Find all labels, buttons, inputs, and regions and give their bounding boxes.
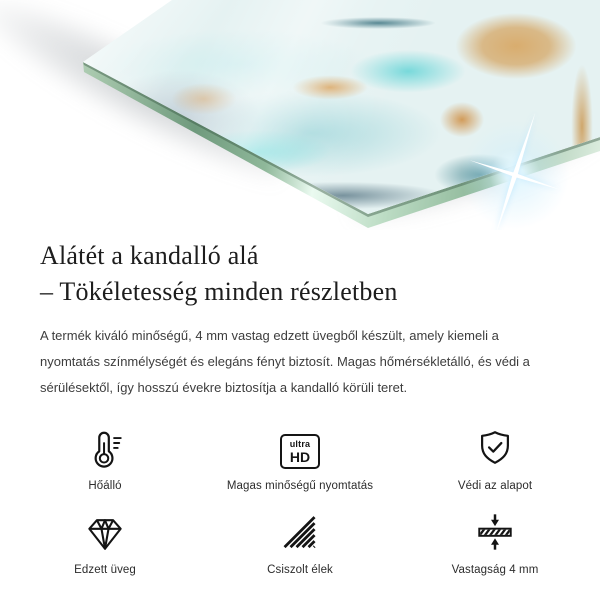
feature-ultra-hd-print [170, 425, 430, 492]
ultra-hd-icon [280, 425, 320, 469]
page-title-line1: Alátét a kandalló alá [40, 241, 259, 270]
polished-edges-icon [280, 509, 320, 553]
shield-check-icon [474, 425, 516, 469]
ultra-hd-badge: ultra HD [280, 434, 320, 469]
product-copy [0, 230, 600, 576]
feature-label: Edzett üveg [74, 564, 136, 576]
feature-heat-resistant [40, 425, 170, 492]
product-photo [0, 0, 600, 230]
feature-label: Vastagság 4 mm [451, 564, 539, 576]
thickness-icon [474, 509, 516, 553]
thermometer-icon [84, 425, 126, 469]
page-title [40, 238, 560, 310]
feature-label: Csiszolt élek [267, 564, 333, 576]
diamond-icon [84, 509, 126, 553]
feature-polished-edges [170, 509, 430, 576]
feature-label: Védi az alapot [457, 480, 533, 492]
feature-protects-base [430, 425, 560, 492]
feature-grid [40, 425, 560, 576]
feature-label: Hőálló [88, 480, 122, 492]
product-description: A termék kiváló minőségű, 4 mm vastag edzett üvegből készült, amely kiemeli a nyomtatás színmélységét és elegáns fényt biztosít. Magas hőmérsékletálló, és védi a sérülésektől, így hosszú évekre biztosítja a kandalló körüli teret. [40, 328, 530, 395]
feature-thickness [430, 509, 560, 576]
page-title-line2: – Tökéletesség minden részletben [40, 277, 398, 306]
feature-tempered-glass [40, 509, 170, 576]
feature-label: Magas minőségű nyomtatás [226, 480, 374, 492]
